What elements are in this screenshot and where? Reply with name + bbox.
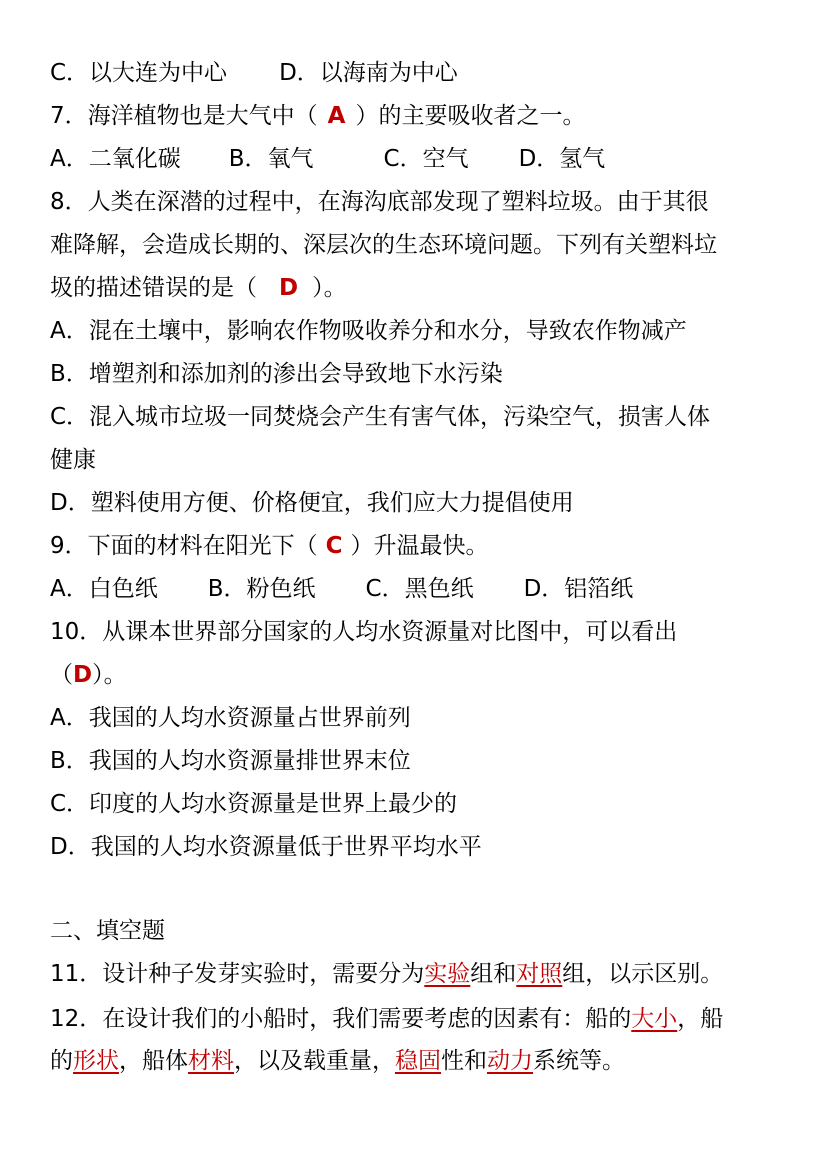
- q10-stem-line2: （D）。: [50, 662, 127, 688]
- q12-blank-3: 材料: [188, 1048, 234, 1074]
- q9-option-d: D．铝箔纸: [523, 576, 634, 602]
- q11-blank-2: 对照: [516, 961, 563, 987]
- q7-option-a: A．二氧化碳: [50, 146, 181, 172]
- q7-option-b: B．氧气: [228, 146, 314, 172]
- q8-option-a: A．混在土壤中，影响农作物吸收养分和水分，导致农作物减产: [50, 318, 687, 344]
- q9-options: [50, 574, 633, 604]
- q8-stem-line1: 8．人类在深潜的过程中，在海沟底部发现了塑料垃圾。由于其很: [50, 189, 709, 215]
- q10-option-d: D．我国的人均水资源量低于世界平均水平: [50, 834, 482, 860]
- q12-line1: 12．在设计我们的小船时，我们需要考虑的因素有：船的大小，船: [50, 1006, 724, 1032]
- q9-answer: C: [325, 533, 343, 559]
- q9-option-c: C．黑色纸: [365, 576, 474, 602]
- q12-blank-2: 形状: [73, 1048, 119, 1074]
- q10-option-c: C．印度的人均水资源量是世界上最少的: [50, 791, 458, 817]
- q12-blank-4: 稳固: [395, 1048, 441, 1074]
- q8-option-b: B．增塑剂和添加剂的渗出会导致地下水污染: [50, 361, 503, 387]
- q7-option-d: D．氢气: [518, 146, 606, 172]
- q6-options: [50, 58, 458, 88]
- q6-option-d: D．以海南为中心: [279, 60, 458, 86]
- q7-answer: A: [327, 103, 346, 129]
- q8-option-d: D．塑料使用方便、价格便宜，我们应大力提倡使用: [50, 490, 574, 516]
- q8-option-c-line2: 健康: [50, 447, 96, 473]
- q9-stem: 9．下面的材料在阳光下（ C ）升温最快。: [50, 533, 489, 559]
- q8-option-c-line1: C．混入城市垃圾一同焚烧会产生有害气体，污染空气，损害人体: [50, 404, 711, 430]
- q10-option-b: B．我国的人均水资源量排世界末位: [50, 748, 411, 774]
- q8-answer: D: [279, 275, 299, 301]
- q12-blank-5: 动力: [487, 1048, 533, 1074]
- q6-option-c: C．以大连为中心: [50, 60, 228, 86]
- q7-options: [50, 144, 605, 174]
- q10-answer: D: [73, 662, 93, 688]
- q8-stem-line3: 圾的描述错误的是（ D ）。: [50, 275, 347, 301]
- q8-stem-line2: 难降解，会造成长期的、深层次的生态环境问题。下列有关塑料垃: [50, 232, 717, 258]
- q10-option-a: A．我国的人均水资源量占世界前列: [50, 705, 411, 731]
- q9-option-a: A．白色纸: [50, 576, 158, 602]
- q11: 11．设计种子发芽实验时，需要分为实验组和对照组，以示区别。: [50, 961, 724, 987]
- section-title-fill-in: 二、填空题: [50, 918, 165, 944]
- q9-option-b: B．粉色纸: [207, 576, 316, 602]
- q7-option-c: C．空气: [383, 146, 469, 172]
- q10-stem-line1: 10．从课本世界部分国家的人均水资源量对比图中，可以看出: [50, 619, 678, 645]
- q12-blank-1: 大小: [631, 1006, 678, 1032]
- q11-blank-1: 实验: [424, 961, 471, 987]
- q12-line2: 的形状，船体材料，以及载重量，稳固性和动力系统等。: [50, 1048, 625, 1074]
- q7-stem: 7．海洋植物也是大气中（ A ）的主要吸收者之一。: [50, 103, 586, 129]
